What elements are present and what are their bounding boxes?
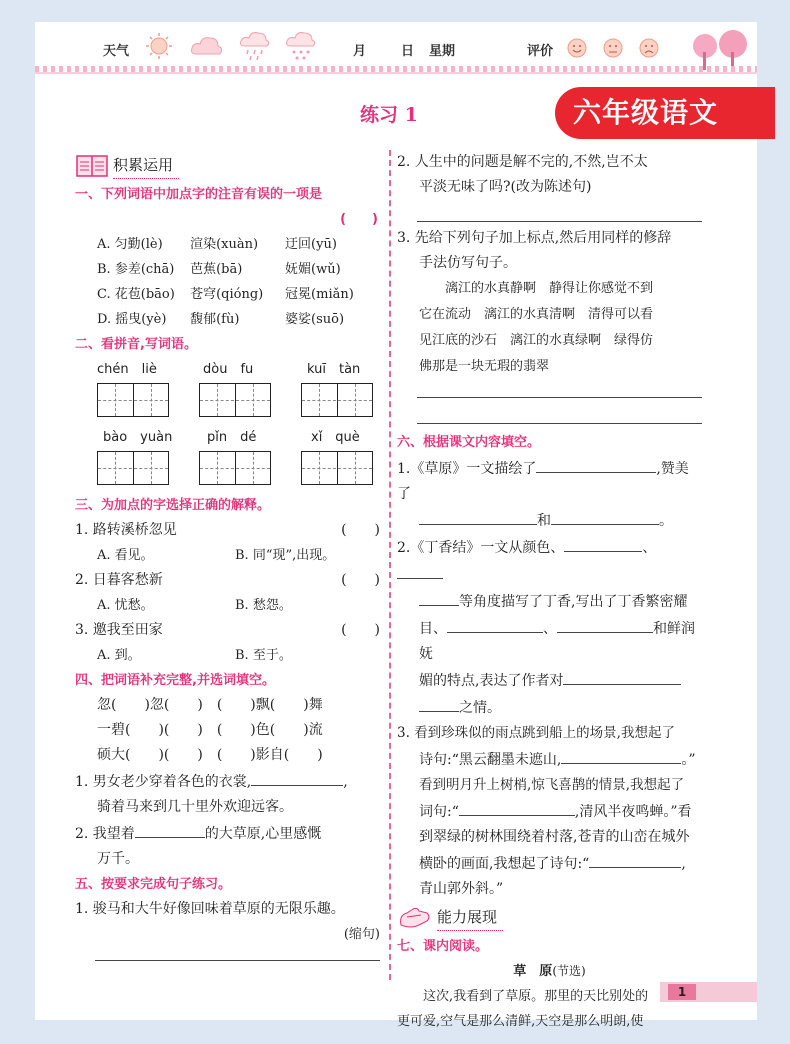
- rain-cloud-icon[interactable]: [239, 30, 271, 62]
- question-1-title: 一、下列词语中加点字的注音有误的一项是: [75, 187, 323, 202]
- weekday-label: 星期: [429, 44, 456, 59]
- reading-title: 草 原(节选): [513, 964, 586, 979]
- passage-line: 漓江的水真静啊 静得让你感觉不到: [445, 281, 654, 296]
- passage-line: 它在流动 漓江的水真清啊 清得可以看: [419, 307, 654, 322]
- day-label: 日: [401, 44, 415, 59]
- writing-box[interactable]: [199, 383, 271, 426]
- sun-icon[interactable]: [143, 32, 175, 60]
- writing-box[interactable]: [301, 383, 373, 426]
- answer-line[interactable]: [417, 398, 702, 424]
- question-3-title: 三、为加点的字选择正确的解释。: [75, 498, 271, 513]
- answer-paren[interactable]: ( ): [341, 572, 380, 588]
- rating-label: 评价: [527, 44, 554, 59]
- question-2-title: 二、看拼音,写词语。: [75, 337, 197, 352]
- question-6-title: 六、根据课文内容填空。: [397, 435, 541, 450]
- q3-options: A. 到。 B. 至于。: [97, 648, 292, 663]
- worksheet-page: [35, 22, 757, 1029]
- answer-paren[interactable]: ( ): [341, 622, 380, 638]
- grade-badge: 六年级语文: [555, 87, 775, 139]
- header-bar: [35, 22, 757, 72]
- q3-items: [75, 518, 380, 668]
- fill-row[interactable]: 一碧( )( ) ( )色( )流: [97, 722, 323, 738]
- rating-faces[interactable]: [567, 37, 667, 59]
- answer-line[interactable]: [417, 380, 702, 398]
- page-number-tab: 1: [660, 982, 757, 1002]
- q1-options: [75, 232, 380, 332]
- column-divider: [389, 150, 391, 980]
- answer-blank[interactable]: [251, 768, 343, 786]
- snow-cloud-icon[interactable]: [285, 30, 317, 62]
- q3-question: 2. 日暮客愁新 ( ): [75, 568, 380, 593]
- cloud-icon[interactable]: [190, 34, 224, 56]
- answer-paren[interactable]: ( ): [341, 522, 380, 538]
- option-row[interactable]: D. 摇曳(yè) 馥郁(fù) 婆娑(suō): [97, 312, 345, 327]
- fill-row[interactable]: 硕大( )( ) ( )影自( ): [97, 747, 323, 763]
- writing-box[interactable]: [301, 451, 373, 494]
- option-row[interactable]: B. 参差(chā) 芭蕉(bā) 妩媚(wǔ): [97, 262, 341, 277]
- answer-blank[interactable]: [135, 820, 205, 838]
- passage-line: 佛那是一块无瑕的翡翠: [419, 359, 550, 374]
- question-4-title: 四、把词语补充完整,并选词填空。: [75, 673, 275, 688]
- q3-question: 1. 路转溪桥忽见 ( ): [75, 518, 380, 543]
- ability-header: 能力展现: [397, 902, 702, 934]
- writing-box[interactable]: [97, 451, 169, 494]
- writing-box[interactable]: [199, 451, 271, 494]
- option-row[interactable]: A. 匀勤(lè) 渲染(xuàn) 迂回(yū): [97, 237, 337, 252]
- answer-paren[interactable]: ( ): [340, 212, 378, 227]
- fill-row[interactable]: 忽( )忽( ) ( )飘( )舞: [97, 697, 323, 713]
- month-label: 月: [353, 44, 367, 59]
- writing-box[interactable]: [97, 383, 169, 426]
- weather-label: 天气: [103, 44, 130, 59]
- left-column: 积累运用 一、下列词语中加点字的注音有误的一项是 ( ) A. 匀勤(lè) 渲染(xuàn) 迂回(yū) B. 参差(chā) 芭蕉(bā) 妩媚(wǔ) C. 花苞(bāo) 苍穹(qióng) 冠冕(miǎn) D. 摇曳(yè) 馥郁(fù) 婆娑(suō) 二、看拼音,写词语。 chén liè dòu fu kuī tàn bào yuàn pǐn dé xǐ què 三、为加点的字选择正确的解释。 1. 路转溪桥忽见 ( ) A. 看见。 B. 同“现”,出现。 2. 日暮客愁新 ( ) A. 忧愁。 B. 愁怨。 3. 邀我至田家 ( ) A. 到。 B. 至于。 四、把词语补充完整,并选词填空。 忽( )忽( ) ( )飘( )舞 一碧( )( ) ( )色( )流 硕大( )( ) ( )影自( ) 1. 男女老少穿着各色的衣裳, , 骑着马来到几十里外欢迎远客。 2. 我望着 的大草原,心里感慨 万千。 五、按要求完成句子练习。 1. 骏马和大牛好像回味着草原的无限乐趣。 (缩句): [75, 150, 380, 961]
- pinyin-grid: chén liè dòu fu kuī tàn bào yuàn pǐn dé xǐ què: [75, 357, 380, 493]
- passage-line: 见江底的沙石 漓江的水真绿啊 绿得仿: [419, 333, 654, 348]
- option-row[interactable]: C. 花苞(bāo) 苍穹(qióng) 冠冕(miǎn): [97, 287, 354, 302]
- section-header: 积累运用: [75, 150, 380, 182]
- q3-options: A. 看见。 B. 同“现”,出现。: [97, 548, 336, 563]
- book-icon: [75, 153, 109, 179]
- answer-line[interactable]: [417, 200, 702, 222]
- hand-icon: [397, 905, 433, 931]
- trees-icon: [685, 30, 755, 70]
- page-title: 练习 1: [360, 104, 418, 126]
- question-5-title: 五、按要求完成句子练习。: [75, 877, 232, 892]
- q3-options: A. 忧愁。 B. 愁怨。: [97, 598, 292, 613]
- answer-line[interactable]: [95, 947, 380, 961]
- question-7-title: 七、课内阅读。: [397, 939, 489, 954]
- q3-question: 3. 邀我至田家 ( ): [75, 618, 380, 643]
- passage: [397, 276, 702, 380]
- right-column: 2. 人生中的问题是解不完的,不然,岂不太 平淡无味了吗?(改为陈述句) 3. 先给下列句子加上标点,然后用同样的修辞 手法仿写句子。 漓江的水真静啊 静得让你感觉不到 它在流动 漓江的水真清啊 清得可以看 见江底的沙石 漓江的水真绿啊 绿得仿 佛那是一块无瑕的翡翠 六、根据课文内容填空。 1.《草原》一文描绘了 ,赞美了 和 。 2.《丁香结》一文从颜色、 、 等角度描写了丁香,写出了丁香繁密耀 目、 、 和鲜润妩 媚的特点,表达了作者对 之情。 3. 看到珍珠似的雨点跳到船上的场景,我想起了 诗句:“黑云翻墨未遮山, 。” 看到明月升上树梢,惊飞喜鹊的情景,我想起了 词句:“ ,清风半夜鸣蝉。”看 到翠绿的树林围绕着村落,苍青的山峦在城外 横卧的画面,我想起了诗句:“ , 青山郭外斜。” 能力展现 七、课内阅读。 草 原(节选) 这次,我看到了草原。那里的天比别处的 更可爱,空气是那么清鲜,天空是那么明朗,使: [397, 150, 702, 1034]
